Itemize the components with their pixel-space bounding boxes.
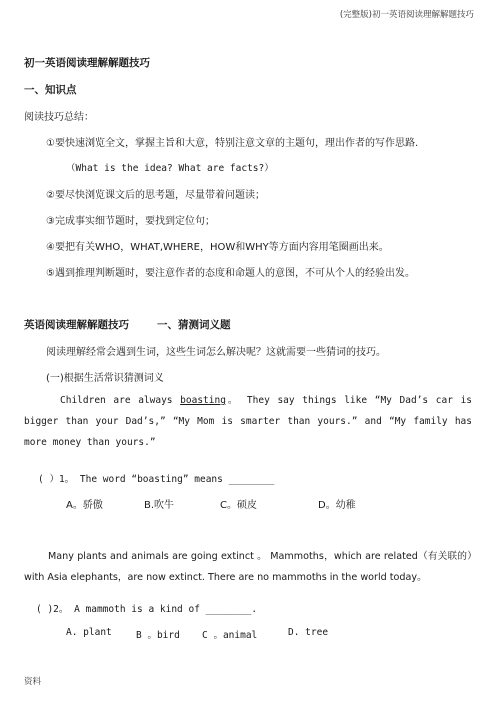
- tip-1: ①要快速浏览全文，掌握主旨和大意，特别注意文章的主题句，理出作者的写作思路.: [46, 138, 419, 149]
- passage-1-before: Children are always: [60, 395, 181, 406]
- question-1: ( ）1。 The word “boasting” means ________: [38, 474, 275, 485]
- section2-subheading: 一、猜测词义题: [157, 319, 231, 331]
- tip-4: ④要把有关WHO，WHAT,WHERE，HOW和WHY等方面内容用笔圈画出来。: [46, 242, 389, 253]
- passage-1-keyword: boasting: [180, 395, 226, 406]
- q1-option-d: D。幼稚: [318, 500, 356, 511]
- passage-1: [24, 390, 472, 453]
- q1-option-b: B.吹牛: [144, 500, 175, 511]
- tip-1-note: （What is the idea? What are facts?）: [66, 163, 274, 174]
- q1-option-c: C。硕皮: [220, 500, 257, 511]
- tip-2: ②要尽快浏览课文后的思考题，尽量带着问题读；: [46, 190, 265, 201]
- summary-label: 阅读技巧总结：: [24, 112, 94, 123]
- method-1: (一)根据生活常识猜测词义: [46, 373, 164, 384]
- section1-heading: 一、知识点: [24, 84, 77, 96]
- page-header: (完整版)初一英语阅读理解解题技巧: [339, 10, 474, 20]
- page-title: 初一英语阅读理解解题技巧: [24, 57, 150, 69]
- tip-3: ③完成事实细节题时，要找到定位句；: [46, 216, 215, 227]
- page-footer: 资料: [24, 677, 42, 687]
- passage-1-after: 。 They say things like “My Dad’s car is bigger than your Dad’s,” “My Mom is smarter than yours.” and “My family has more money than yours.”: [24, 395, 473, 448]
- passage-2: Many plants and animals are going extinct 。 Mammoths，which are related（有关联的）with Asia elephants，are now extinct. There are no mammoths in the world today。: [24, 551, 472, 583]
- q2-option-b: B 。bird: [136, 630, 180, 641]
- question-2: ( )2。 A mammoth is a kind of ________.: [36, 604, 258, 615]
- q2-option-d: D. tree: [288, 627, 329, 638]
- section2-heading: 英语阅读理解解题技巧: [24, 319, 129, 331]
- q1-option-a: A。骄傲: [66, 500, 103, 511]
- tip-5: ⑤遇到推理判断题时，要注意作者的态度和命题人的意图，不可从个人的经验出发。: [46, 268, 415, 279]
- q2-option-a: A. plant: [66, 627, 112, 638]
- q2-option-c: C 。animal: [202, 630, 258, 641]
- section2-intro: 阅读理解经常会遇到生词，这些生词怎么解决呢？这就需要一些猜词的技巧。: [46, 347, 386, 358]
